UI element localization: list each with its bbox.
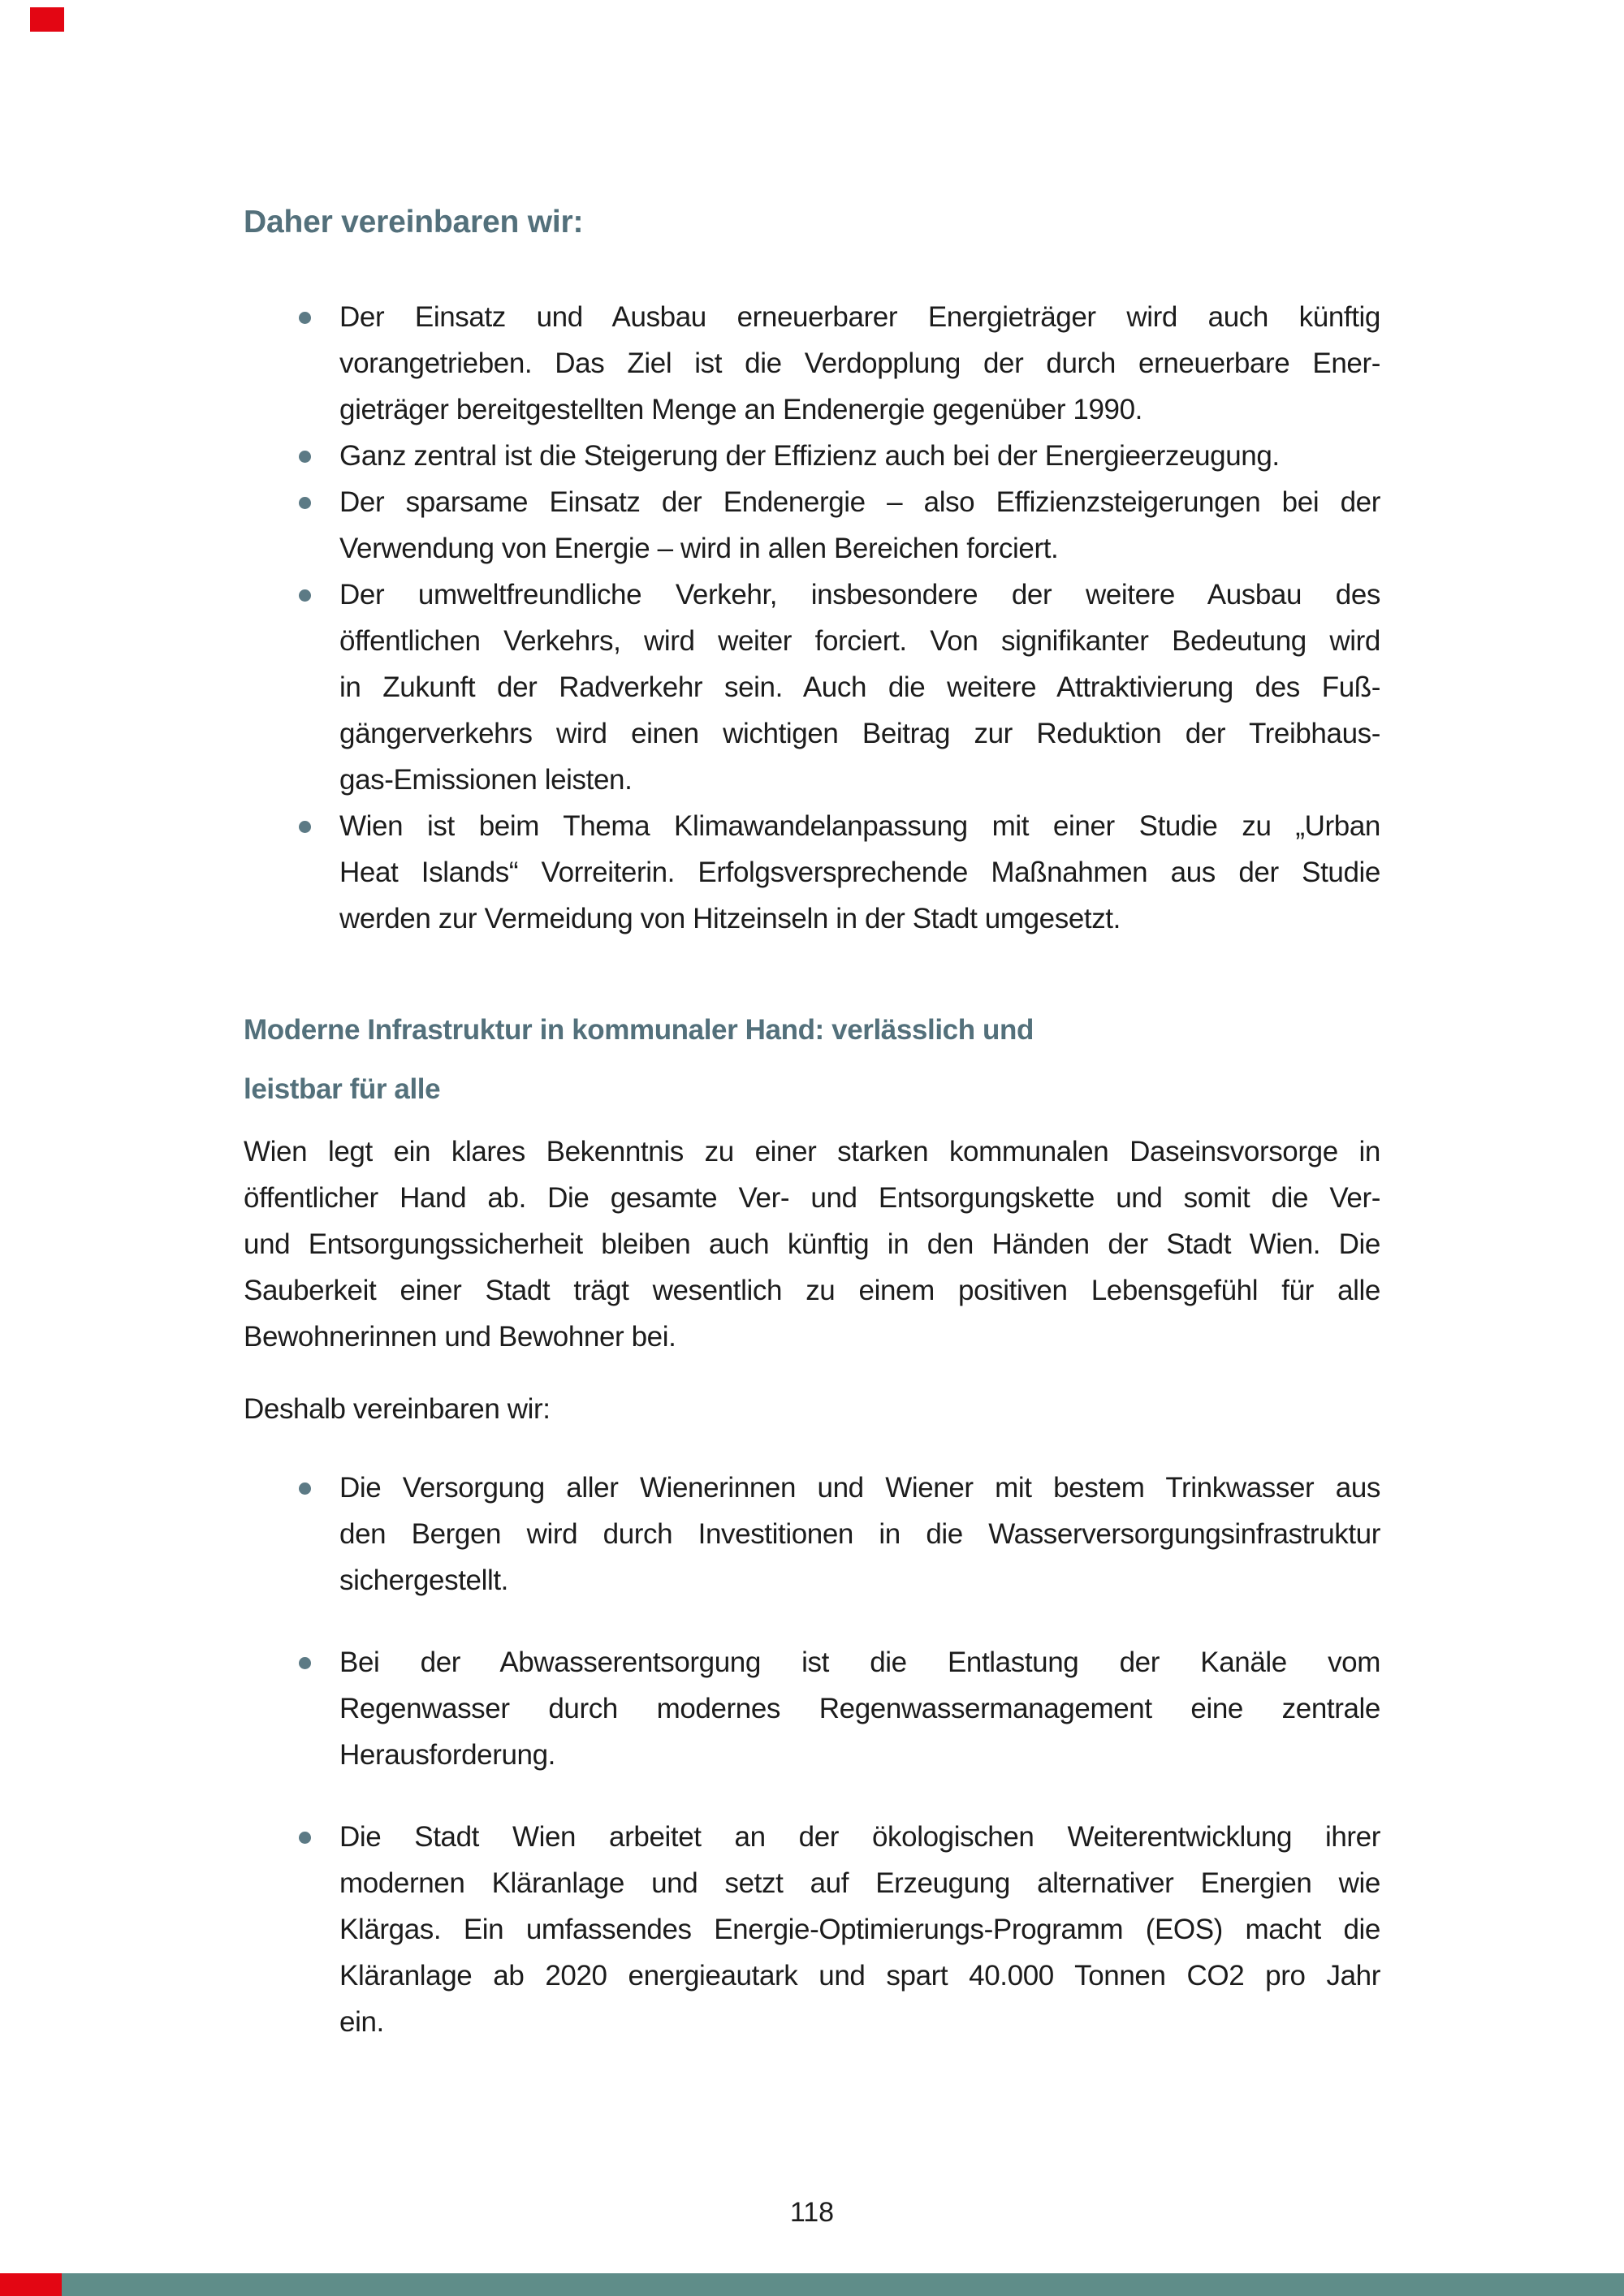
bullet-text (339, 479, 1380, 572)
text-line: den Bergen wird durch Investitionen in die Wasserversorgungsinfrastruktur (339, 1518, 1380, 1550)
text-line: gas-Emissionen leisten. (339, 764, 633, 796)
teal-footer-band-icon (0, 2273, 1624, 2296)
text-line: vorangetrieben. Das Ziel ist die Verdopplung der durch erneuerbare Ener- (339, 347, 1380, 379)
text-line: Klärgas. Ein umfassendes Energie-Optimierungs-Programm (EOS) macht die (339, 1914, 1380, 1945)
text-line: leistbar für alle (244, 1073, 441, 1105)
text-line: Der Einsatz und Ausbau erneuerbarer Energieträger wird auch künftig (339, 301, 1380, 333)
text-line: Wien legt ein klares Bekenntnis zu einer starken kommunalen Daseinsvorsorge in (244, 1136, 1380, 1167)
bullet-text (339, 433, 1380, 479)
text-line: ein. (339, 2006, 384, 2038)
bullet-dot-icon (299, 821, 311, 833)
bullet-dot-icon (299, 1482, 311, 1495)
list-item (299, 479, 1380, 572)
text-line: Bei der Abwasserentsorgung ist die Entlastung der Kanäle vom (339, 1646, 1380, 1678)
bullet-list-1 (299, 294, 1380, 942)
section2-subheading: Deshalb vereinbaren wir: (244, 1393, 551, 1425)
text-line: Der umweltfreundliche Verkehr, insbesondere der weitere Ausbau des (339, 579, 1380, 611)
red-footer-square-icon (0, 2273, 62, 2296)
section1-heading: Daher vereinbaren wir: (244, 205, 584, 240)
bullet-dot-icon (299, 589, 311, 602)
list-item (299, 433, 1380, 479)
bullet-dot-icon (299, 1657, 311, 1669)
list-item (299, 1814, 1380, 2045)
bullet-dot-icon (299, 312, 311, 324)
text-line: Sauberkeit einer Stadt trägt wesentlich zu einem positiven Lebensgefühl für alle (244, 1275, 1380, 1306)
text-line: sichergestellt. (339, 1564, 508, 1596)
text-line: Verwendung von Energie – wird in allen Bereichen forciert. (339, 533, 1059, 564)
list-item (299, 572, 1380, 803)
section2-heading (244, 1000, 1445, 1119)
text-line: Heat Islands“ Vorreiterin. Erfolgsversprechende Maßnahmen aus der Studie (339, 857, 1380, 888)
list-item (299, 1465, 1380, 1603)
bullet-text (339, 803, 1380, 942)
bullet-text (339, 572, 1380, 803)
text-line: Herausforderung. (339, 1739, 555, 1771)
page-number: 118 (789, 2197, 835, 2228)
bullet-text (339, 1465, 1380, 1603)
text-line: in Zukunft der Radverkehr sein. Auch die weitere Attraktivierung des Fuß- (339, 671, 1380, 703)
bullet-dot-icon (299, 497, 311, 509)
list-item (299, 803, 1380, 942)
text-line: Ganz zentral ist die Steigerung der Effizienz auch bei der Energieerzeugung. (339, 440, 1280, 472)
bullet-dot-icon (299, 1832, 311, 1844)
text-line: öffentlicher Hand ab. Die gesamte Ver- und Entsorgungskette und somit die Ver- (244, 1182, 1380, 1214)
bullet-text (339, 294, 1380, 433)
text-line: Die Versorgung aller Wienerinnen und Wiener mit bestem Trinkwasser aus (339, 1472, 1380, 1504)
text-line: Regenwasser durch modernes Regenwassermanagement eine zentrale (339, 1693, 1380, 1724)
bullet-text (339, 1639, 1380, 1778)
list-item (299, 294, 1380, 433)
text-line: Bewohnerinnen und Bewohner bei. (244, 1321, 676, 1353)
text-line: Wien ist beim Thema Klimawandelanpassung mit einer Studie zu „Urban (339, 810, 1380, 842)
section2-intro-paragraph (244, 1129, 1380, 1360)
text-line: gieträger bereitgestellten Menge an Endenergie gegenüber 1990. (339, 394, 1143, 425)
text-line: öffentlichen Verkehrs, wird weiter forciert. Von signifikanter Bedeutung wird (339, 625, 1380, 657)
text-line: Moderne Infrastruktur in kommunaler Hand: verlässlich und (244, 1014, 1034, 1046)
bullet-dot-icon (299, 451, 311, 463)
bullet-list-2 (299, 1465, 1380, 2081)
text-line: Kläranlage ab 2020 energieautark und spart 40.000 Tonnen CO2 pro Jahr (339, 1960, 1380, 1992)
bullet-text (339, 1814, 1380, 2045)
text-line: werden zur Vermeidung von Hitzeinseln in der Stadt umgesetzt. (339, 903, 1121, 934)
text-line: modernen Kläranlage und setzt auf Erzeugung alternativer Energien wie (339, 1867, 1380, 1899)
text-line: gängerverkehrs wird einen wichtigen Beitrag zur Reduktion der Treibhaus- (339, 718, 1380, 749)
red-corner-tab-icon (30, 7, 64, 32)
text-line: Die Stadt Wien arbeitet an der ökologischen Weiterentwicklung ihrer (339, 1821, 1380, 1853)
text-line: und Entsorgungssicherheit bleiben auch künftig in den Händen der Stadt Wien. Die (244, 1228, 1380, 1260)
list-item (299, 1639, 1380, 1778)
text-line: Der sparsame Einsatz der Endenergie – also Effizienzsteigerungen bei der (339, 486, 1380, 518)
